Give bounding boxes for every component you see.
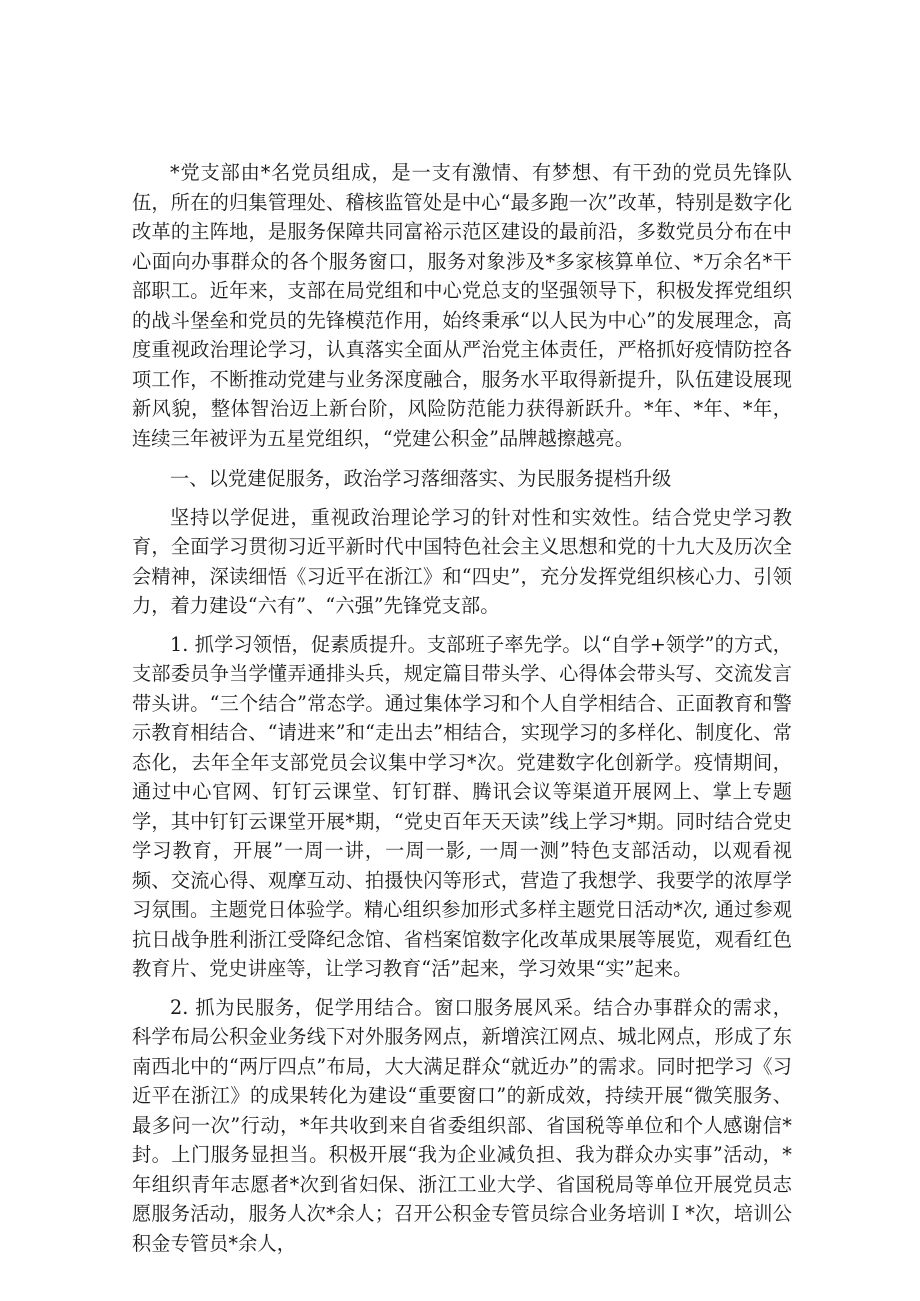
document-page xyxy=(132,158,792,1258)
intro-paragraph: *党支部由*名党员组成，是一支有激情、有梦想、有干劲的党员先锋队伍，所在的归集管理处、稽核监管处是中心“最多跑一次”改革，特别是数字化改革的主阵地，是服务保障共同富裕示范区建设的最前沿，多数党员分布在中心面向办事群众的各个服务窗口，服务对象涉及*多家核算单位、*万余名*干部职工。近年来，支部在局党组和中心党总支的坚强领导下，积极发挥党组织的战斗堡垒和党员的先锋模范作用，始终秉承“以人民为中心”的发展理念，高度重视政治理论学习，认真落实全面从严治党主体责任，严格抓好疫情防控各项工作，不断推动党建与业务深度融合，服务水平取得新提升，队伍建设展现新风貌，整体智治迈上新台阶，风险防范能力获得新跃升。*年、*年、*年，连续三年被评为五星党组织，“党建公积金”品牌越擦越亮。 xyxy=(132,161,792,450)
service-item-paragraph: 2. 抓为民服务，促学用结合。窗口服务展风采。结合办事群众的需求，科学布局公积金业务线下对外服务网点，新增滨江网点、城北网点，形成了东南西北中的“两厅四点”布局，大大满足群众“就近办”的需求。同时把学习《习近平在浙江》的成果转化为建设“重要窗口”的新成效，持续开展“微笑服务、最多问一次”行动，*年共收到来自省委组织部、省国税等单位和个人感谢信*封。上门服务显担当。积极开展“我为企业减负担、我为群众办实事”活动，*年组织青年志愿者*次到省妇保、浙江工业大学、省国税局等单位开展党员志愿服务活动，服务人次*余人；召开公积金专管员综合业务培训Ｉ*次，培训公积金专管员*余人， xyxy=(132,995,792,1255)
section-intro-paragraph: 坚持以学促进，重视政治理论学习的针对性和实效性。结合党史学习教育，全面学习贯彻习近平新时代中国特色社会主义思想和党的十九大及历次全会精神，深读细悟《习近平在浙江》和“四史”，充分发挥党组织核心力、引领力，着力建设“六有”、“六强”先锋党支部。 xyxy=(132,505,792,617)
study-item-paragraph: 1. 抓学习领悟，促素质提升。支部班子率先学。以“自学+领学”的方式，支部委员争当学懂弄通排头兵，规定篇目带头学、心得体会带头写、交流发言带头讲。“三个结合”常态学。通过集体学习和个人自学相结合、正面教育和警示教育相结合、“请进来”和“走出去”相结合，实现学习的多样化、制度化、常态化，去年全年支部党员会议集中学习*次。党建数字化创新学。疫情期间，通过中心官网、钉钉云课堂、钉钉群、腾讯会议等渠道开展网上、掌上专题学，其中钉钉云课堂开展*期，“党史百年天天读”线上学习*期。同时结合党史学习教育，开展”一周一讲，一周一影, 一周一测”特色支部活动，以观看视频、交流心得、观摩互动、拍摄快闪等形式，营造了我想学、我要学的浓厚学习氛围。主题党日体验学。精心组织参加形式多样主题党日活动*次, 通过参观抗日战争胜利浙江受降纪念馆、省档案馆数字化改革成果展等展览，观看红色教育片、党史讲座等，让学习教育“活”起来，学习效果“实”起来。 xyxy=(132,632,792,980)
section-heading: 一、以党建促服务，政治学习落细落实、为民服务提档升级 xyxy=(170,467,672,490)
